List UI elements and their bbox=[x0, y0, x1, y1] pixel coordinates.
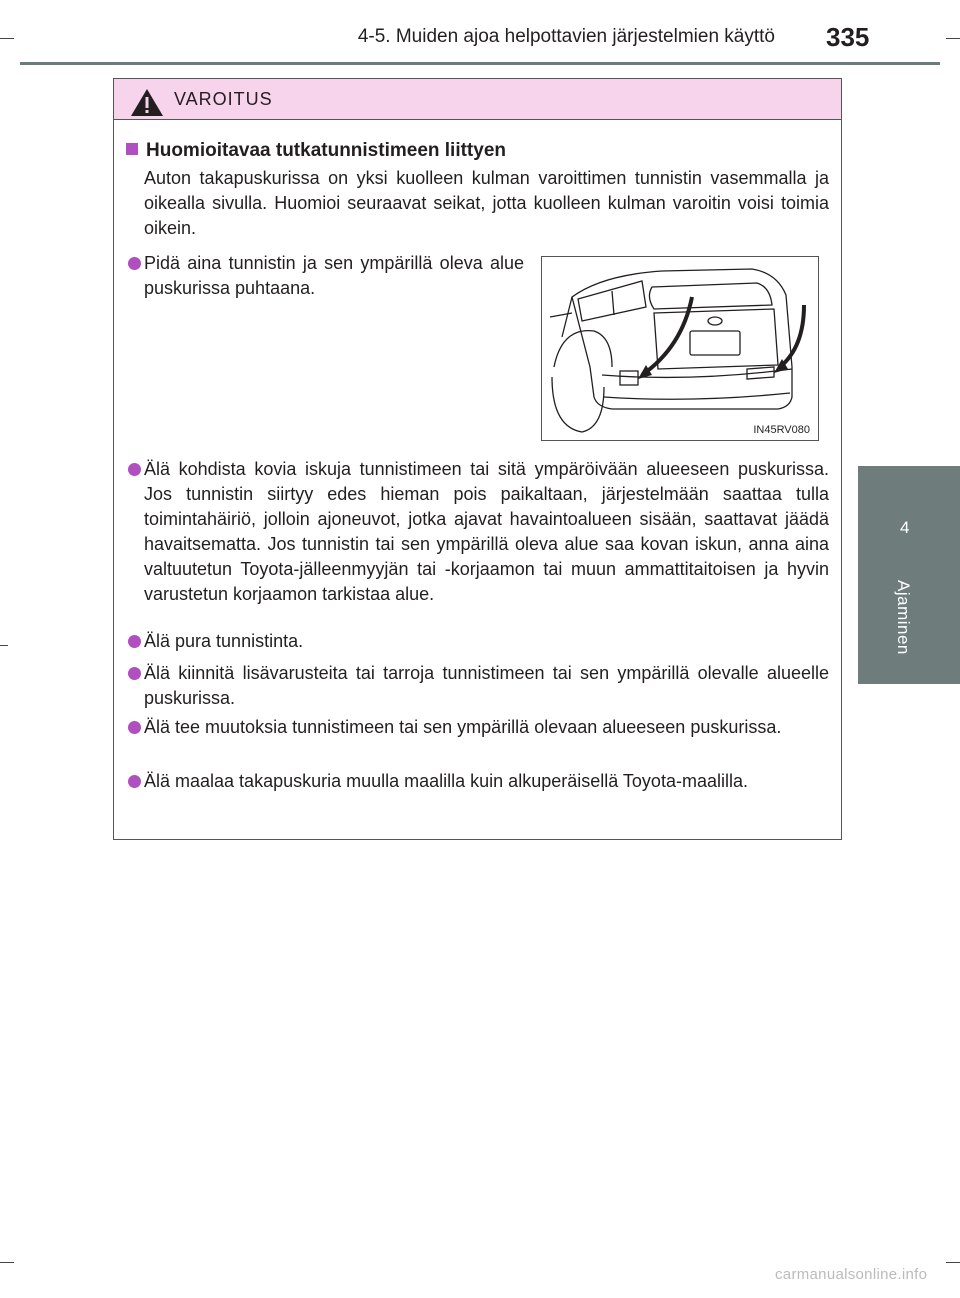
round-bullet-icon bbox=[128, 257, 141, 270]
warning-title: VAROITUS bbox=[174, 89, 273, 109]
square-bullet-icon bbox=[126, 143, 138, 155]
crop-mark bbox=[0, 38, 14, 39]
list-item bbox=[128, 457, 829, 607]
crop-mark bbox=[0, 1262, 14, 1263]
crop-mark bbox=[946, 1262, 960, 1263]
warning-box bbox=[113, 78, 842, 840]
crop-mark bbox=[0, 645, 8, 646]
watermark-url[interactable]: carmanualsonline.info bbox=[775, 1266, 928, 1283]
warning-triangle-icon bbox=[130, 87, 164, 117]
list-item bbox=[128, 629, 829, 654]
list-item-text: Älä kohdista kovia iskuja tunnistimeen tai sitä ympäröivään alueeseen puskurissa. Jos tunnistin siirtyy edes hieman pois paikaltaan, järjestelmään saattaa tulla toimintahäiriö, jolloin ajoneuvot, jotka ajavat havaintoalueen sisään, saattavat jäädä havaitsematta. Jos tunnistin tai sen ympärillä oleva alue saa kovan iskun, anna aina valtuutetun Toyota-jälleenmyyjän tai -korjaamon tai muun ammattitaitoisen ja hyvin varustetun korjaamon tarkistaa alue. bbox=[144, 459, 829, 604]
list-item-text: Älä pura tunnistinta. bbox=[144, 631, 304, 651]
round-bullet-icon bbox=[128, 667, 141, 680]
warning-header bbox=[114, 79, 841, 120]
list-item-text: Pidä aina tunnistin ja sen ympärillä oleva alue puskurissa puhtaana. bbox=[144, 253, 524, 298]
round-bullet-icon bbox=[128, 463, 141, 476]
list-item-text: Älä tee muutoksia tunnistimeen tai sen ympärillä olevaan alueeseen puskurissa. bbox=[144, 717, 782, 737]
section-title: 4-5. Muiden ajoa helpottavien järjestelmien käyttö bbox=[357, 26, 775, 47]
crop-mark bbox=[946, 38, 960, 39]
page-number: 335 bbox=[826, 22, 870, 52]
chapter-label: Ajaminen bbox=[894, 580, 913, 655]
list-item bbox=[128, 769, 829, 794]
rear-bumper-illustration bbox=[541, 256, 819, 441]
car-rear-illustration bbox=[542, 257, 817, 439]
figure-code: IN45RV080 bbox=[753, 424, 810, 436]
list-item-text: Älä maalaa takapuskuria muulla maalilla kuin alkuperäisellä Toyota-maalilla. bbox=[144, 771, 748, 791]
list-item bbox=[128, 661, 829, 711]
subheading-text: Huomioitavaa tutkatunnistimeen liittyen bbox=[146, 140, 506, 161]
intro-paragraph: Auton takapuskurissa on yksi kuolleen kulman varoittimen tunnistin vasemmalla ja oikealla sivulla. Huomioi seuraavat seikat, jotta kuolleen kulman varoitin voisi toimia oikein. bbox=[144, 168, 829, 238]
round-bullet-icon bbox=[128, 721, 141, 734]
list-item bbox=[128, 715, 829, 740]
round-bullet-icon bbox=[128, 775, 141, 788]
list-item-text: Älä kiinnitä lisävarusteita tai tarroja tunnistimeen tai sen ympärillä olevalle alueelle puskurissa. bbox=[144, 663, 829, 708]
round-bullet-icon bbox=[128, 635, 141, 648]
warning-subheading bbox=[126, 140, 506, 162]
list-item bbox=[128, 251, 524, 301]
header-rule bbox=[20, 62, 940, 65]
chapter-number: 4 bbox=[900, 518, 910, 537]
